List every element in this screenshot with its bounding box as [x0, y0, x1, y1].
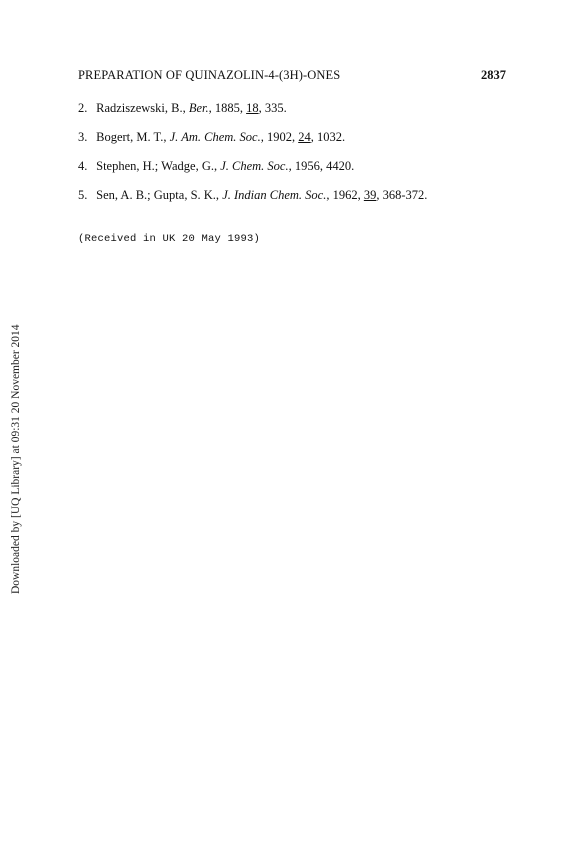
reference-item: [78, 158, 427, 174]
reference-pages: 1032.: [316, 130, 346, 144]
reference-year: 1902,: [266, 130, 296, 144]
reference-volume: 39: [363, 188, 377, 202]
reference-pages: 335.: [264, 101, 287, 115]
reference-volume: 24: [298, 130, 311, 144]
reference-number: 5.: [78, 188, 88, 202]
reference-number: 2.: [78, 101, 88, 115]
received-note: (Received in UK 20 May 1993): [78, 233, 261, 245]
reference-year: 1956, 4420.: [294, 159, 355, 173]
reference-number: 4.: [78, 159, 88, 173]
reference-year: 1885,: [214, 101, 243, 115]
reference-authors: Radziszewski, B.,: [96, 101, 186, 115]
reference-pages: 368-372.: [382, 188, 428, 202]
reference-journal: J. Am. Chem. Soc.,: [169, 130, 264, 144]
page-number: 2837: [481, 68, 506, 82]
reference-number: 3.: [78, 130, 88, 144]
download-watermark: Downloaded by [UQ Library] at 09:31 20 November 2014: [10, 324, 22, 594]
reference-item: 5. Sen, A. B.; Gupta, S. K., J. Indian Chem. Soc., 1962, 39, 368-372.: [78, 188, 428, 202]
reference-journal: J. Chem. Soc.,: [220, 159, 292, 173]
reference-authors: Bogert, M. T.,: [96, 130, 167, 144]
reference-journal: J. Indian Chem. Soc.,: [222, 188, 330, 202]
reference-volume: 18: [246, 101, 259, 115]
reference-journal: Ber.,: [188, 101, 212, 115]
reference-item: 2. Radziszewski, B., Ber., 1885, 18, 335.: [78, 101, 287, 115]
reference-authors: Sen, A. B.; Gupta, S. K.,: [96, 188, 220, 202]
reference-authors: Stephen, H.; Wadge, G.,: [96, 159, 218, 173]
reference-item: 3. Bogert, M. T., J. Am. Chem. Soc., 1902, 24, 1032.: [78, 130, 346, 144]
reference-list: [78, 100, 427, 216]
reference-year: 1962,: [332, 188, 361, 202]
running-head: PREPARATION OF QUINAZOLIN-4-(3H)-ONES: [78, 68, 341, 82]
